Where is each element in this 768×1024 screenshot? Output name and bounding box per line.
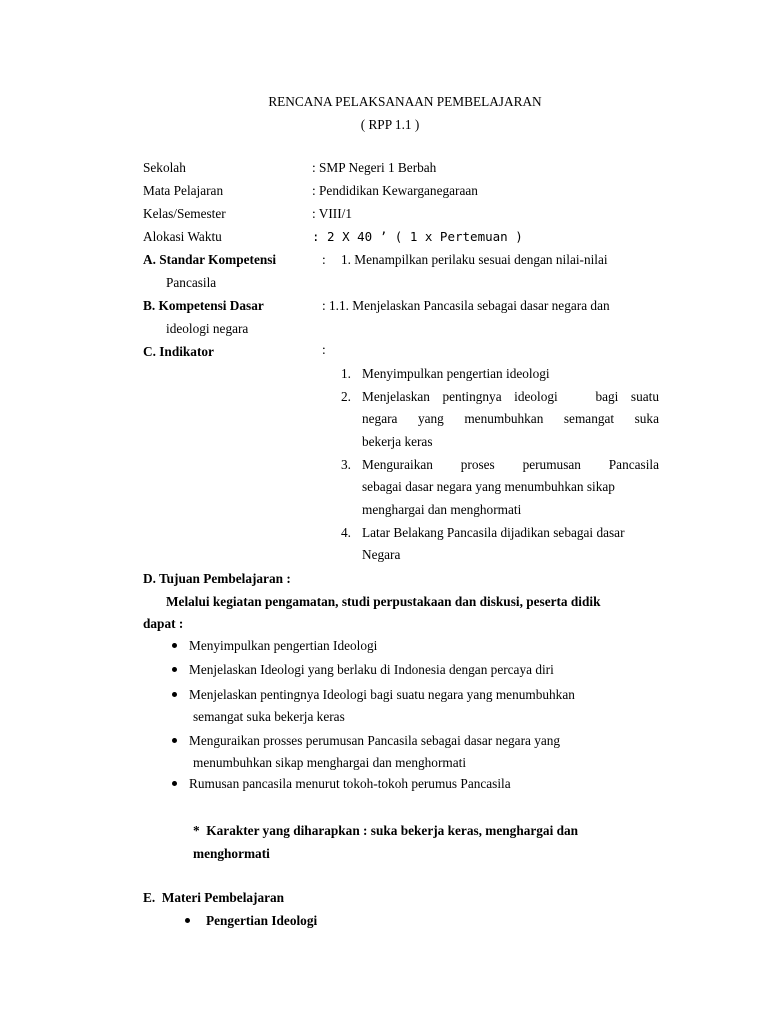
bullet-icon bbox=[172, 738, 177, 743]
document-title: RENCANA PELAKSANAAN PEMBELAJARAN bbox=[268, 94, 542, 109]
tujuan-bullet-3-line2: semangat suka bekerja keras bbox=[193, 709, 345, 724]
info-value-kelas-semester: : VIII/1 bbox=[312, 206, 353, 221]
section-d-label: D. Tujuan Pembelajaran : bbox=[143, 571, 291, 586]
tujuan-bullet-4-line2: menumbuhkan sikap menghargai dan menghormati bbox=[193, 755, 467, 770]
indikator-item-3-num: 3. bbox=[341, 457, 351, 472]
section-b-text-line2: ideologi negara bbox=[166, 321, 249, 336]
info-value-sekolah: : SMP Negeri 1 Berbah bbox=[312, 160, 437, 175]
bullet-icon bbox=[172, 692, 177, 697]
section-a-colon: : bbox=[322, 252, 326, 267]
section-c-label: C. Indikator bbox=[143, 344, 214, 359]
section-d-intro-line1: Melalui kegiatan pengamatan, studi perpustakaan dan diskusi, peserta didik bbox=[166, 594, 601, 609]
document-subtitle: ( RPP 1.1 ) bbox=[360, 117, 420, 132]
karakter-line1: * Karakter yang diharapkan : suka bekerja keras, menghargai dan bbox=[193, 823, 579, 838]
indikator-item-4-line2: Negara bbox=[362, 547, 401, 562]
indikator-item-3-line3: menghargai dan menghormati bbox=[362, 502, 522, 517]
section-a-label: A. Standar Kompetensi bbox=[143, 252, 277, 267]
bullet-icon bbox=[172, 781, 177, 786]
tujuan-bullet-5-line1: Rumusan pancasila menurut tokoh-tokoh perumus Pancasila bbox=[189, 776, 511, 791]
section-b-text-line1: : 1.1. Menjelaskan Pancasila sebagai dasar negara dan bbox=[322, 298, 610, 313]
info-label-sekolah: Sekolah bbox=[143, 160, 186, 175]
indikator-item-2-line2: negara yang menumbuhkan semangat suka bbox=[362, 411, 659, 426]
info-label-alokasi-waktu: Alokasi Waktu bbox=[143, 229, 222, 244]
section-e-label: E. Materi Pembelajaran bbox=[143, 890, 285, 905]
indikator-item-4-line1: Latar Belakang Pancasila dijadikan sebagai dasar bbox=[362, 525, 625, 540]
karakter-line2: menghormati bbox=[193, 846, 270, 861]
section-a-text-line2: Pancasila bbox=[166, 275, 217, 290]
section-a-text-line1: 1. Menampilkan perilaku sesuai dengan nilai-nilai bbox=[341, 252, 608, 267]
materi-bullet-1: Pengertian Ideologi bbox=[206, 913, 318, 928]
bullet-icon bbox=[185, 918, 190, 923]
indikator-item-1-num: 1. bbox=[341, 366, 351, 381]
indikator-item-1-line1: Menyimpulkan pengertian ideologi bbox=[362, 366, 550, 381]
indikator-item-2-line3: bekerja keras bbox=[362, 434, 433, 449]
bullet-icon bbox=[172, 643, 177, 648]
info-value-alokasi-waktu: : 2 X 40 ’ ( 1 x Pertemuan ) bbox=[312, 229, 523, 244]
tujuan-bullet-3-line1: Menjelaskan pentingnya Ideologi bagi suatu negara yang menumbuhkan bbox=[189, 687, 575, 702]
indikator-item-3-line2: sebagai dasar negara yang menumbuhkan sikap bbox=[362, 479, 615, 494]
tujuan-bullet-4-line1: Menguraikan prosses perumusan Pancasila sebagai dasar negara yang bbox=[189, 733, 561, 748]
tujuan-bullet-1-line1: Menyimpulkan pengertian Ideologi bbox=[189, 638, 378, 653]
info-label-kelas-semester: Kelas/Semester bbox=[143, 206, 226, 221]
indikator-item-2-line1: Menjelaskan pentingnya ideologi bagi suatu bbox=[362, 389, 659, 404]
section-d-intro-line2: dapat : bbox=[143, 616, 184, 631]
indikator-item-2-num: 2. bbox=[341, 389, 351, 404]
bullet-icon bbox=[172, 667, 177, 672]
section-c-colon: : bbox=[322, 342, 326, 357]
info-value-mata-pelajaran: : Pendidikan Kewarganegaraan bbox=[312, 183, 478, 198]
tujuan-bullet-2-line1: Menjelaskan Ideologi yang berlaku di Indonesia dengan percaya diri bbox=[189, 662, 554, 677]
section-b-label: B. Kompetensi Dasar bbox=[143, 298, 264, 313]
indikator-item-3-line1: Menguraikan proses perumusan Pancasila bbox=[362, 457, 659, 472]
info-label-mata-pelajaran: Mata Pelajaran bbox=[143, 183, 224, 198]
indikator-item-4-num: 4. bbox=[341, 525, 351, 540]
